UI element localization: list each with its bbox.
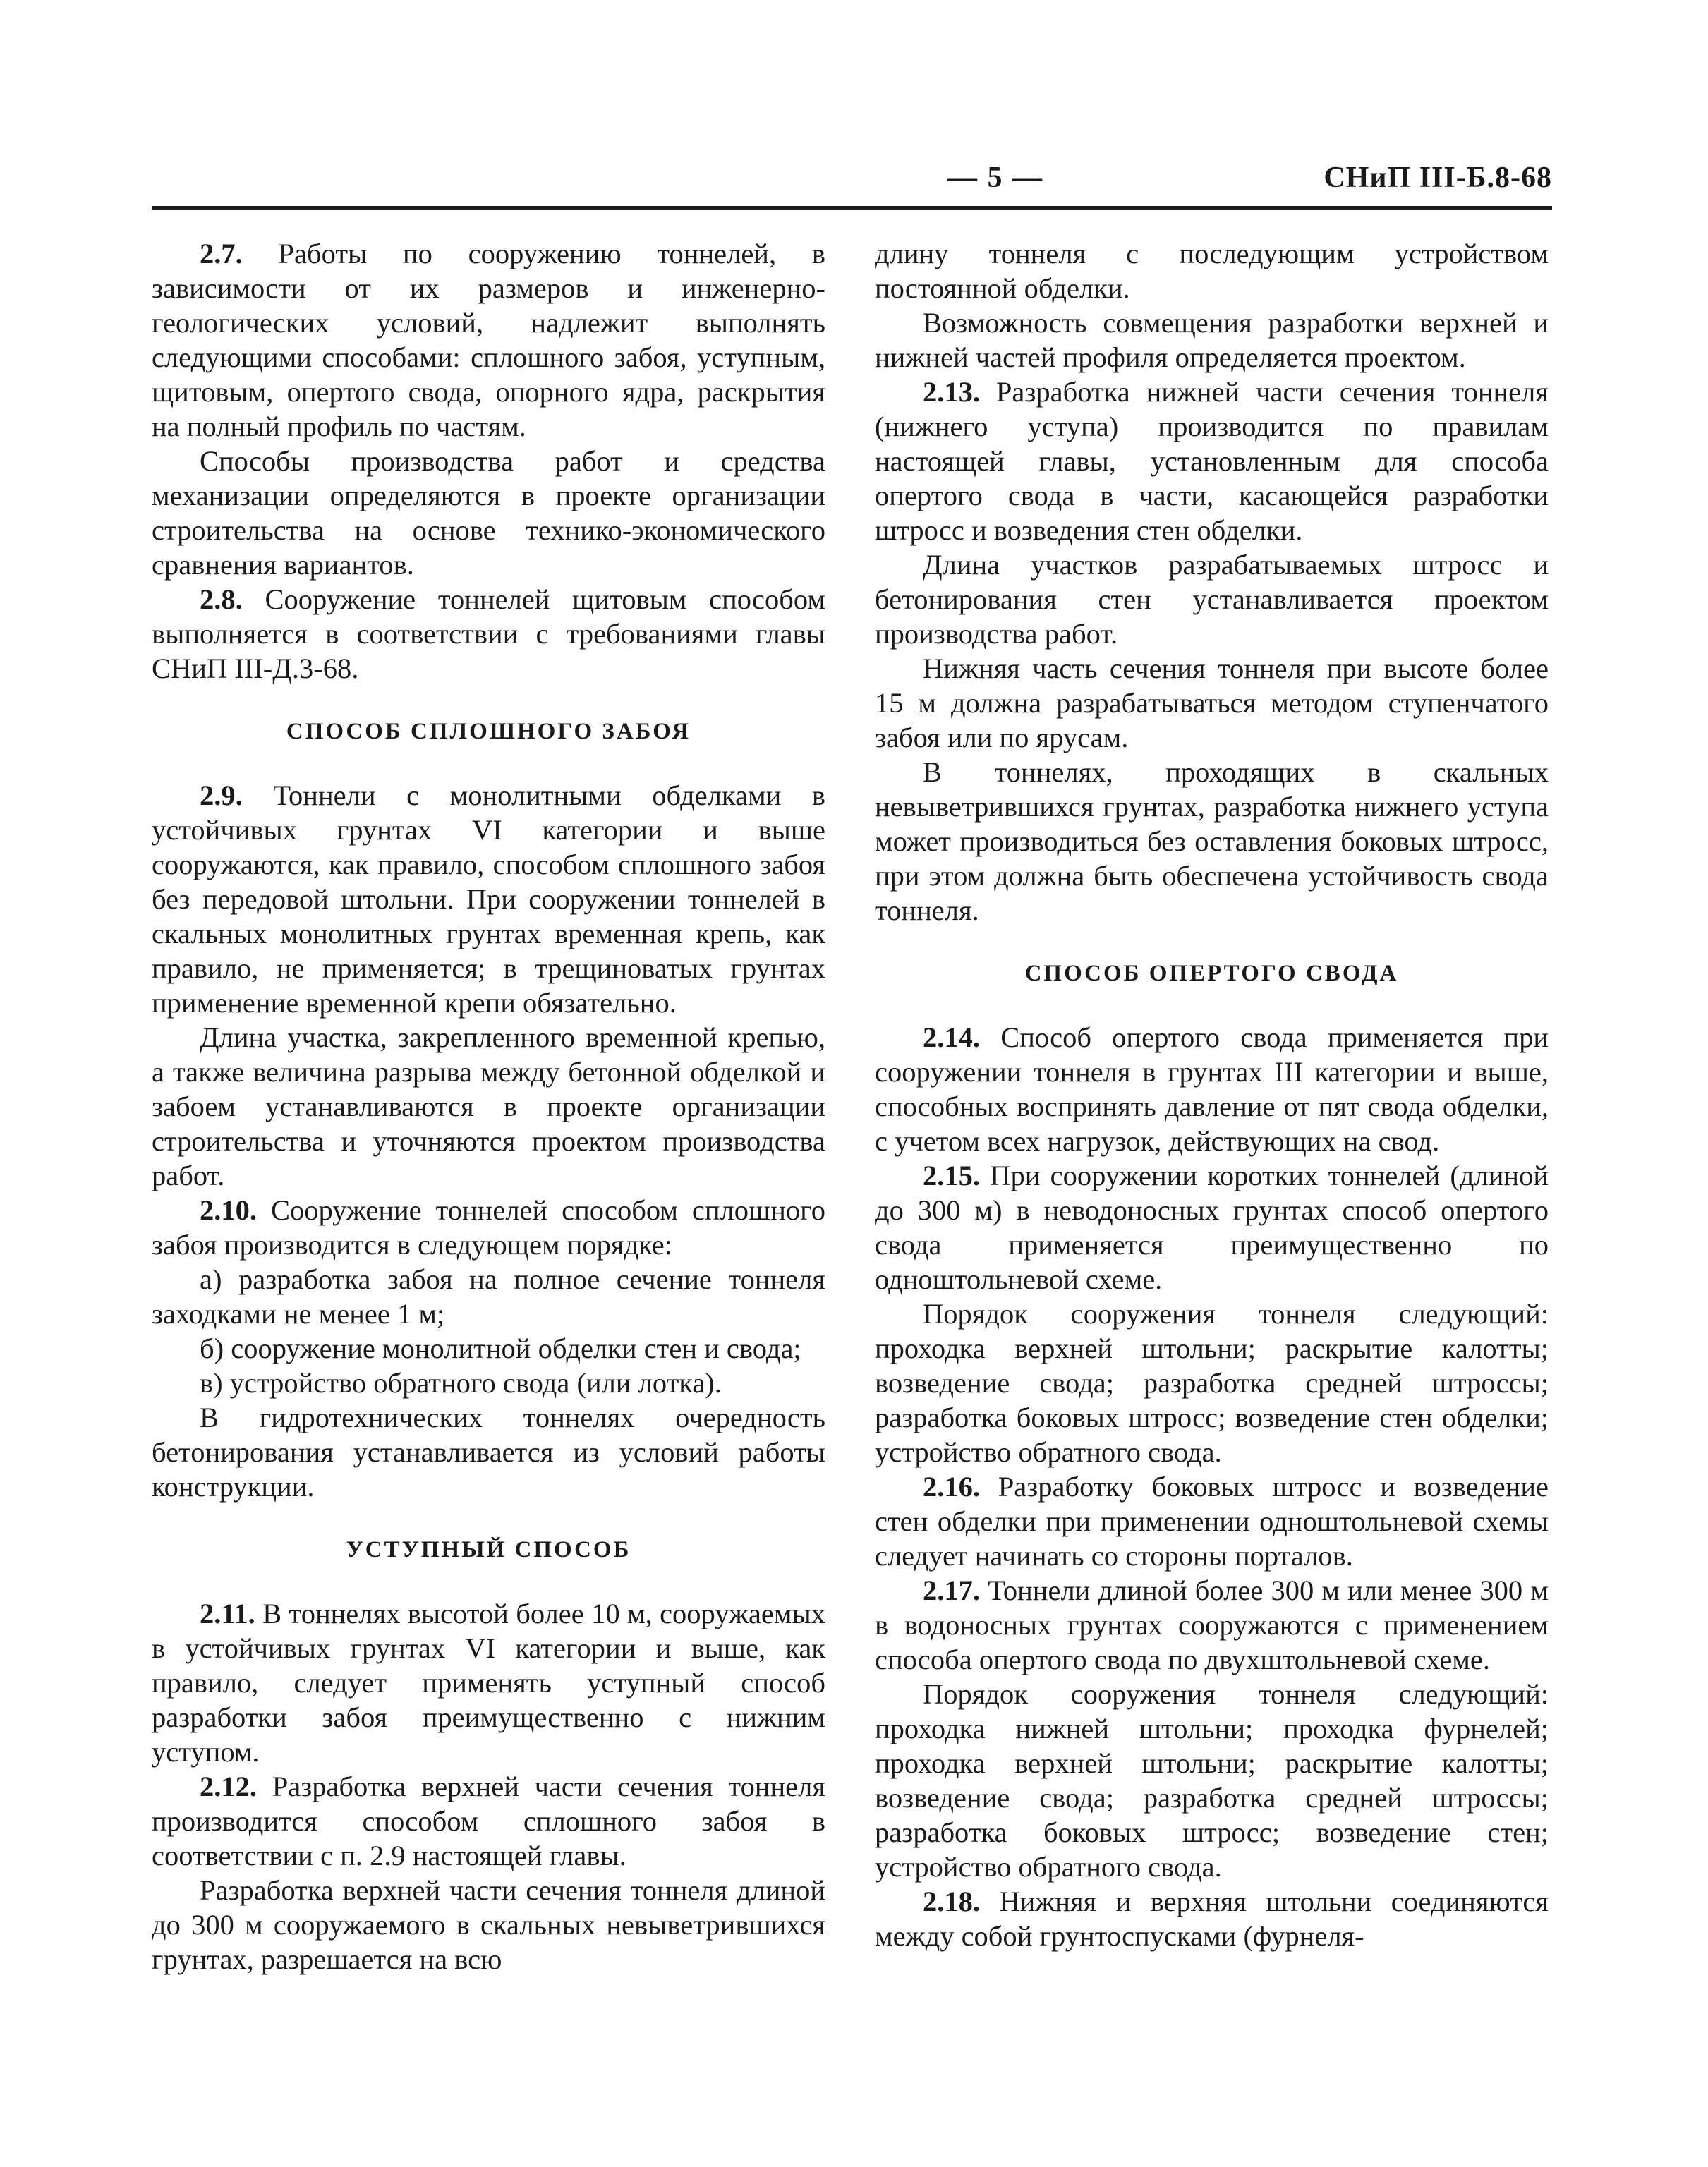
paragraph-text: Тоннели длиной более 300 м или менее 300 м в водоносных грунтах сооружаются с применением способа опертого свода по двухштольневой схеме. (875, 1574, 1549, 1675)
clause-number: 2.7. (200, 238, 243, 269)
clause-number: 2.10. (200, 1194, 257, 1226)
page-header (152, 161, 1552, 210)
section-heading-solid-face: СПОСОБ СПЛОШНОГО ЗАБОЯ (286, 719, 691, 744)
paragraph-text: При сооружении коротких тоннелей (длиной до 300 м) в неводоносных грунтах способ опертого свода применяется преимущественно по одноштольневой схеме. (875, 1160, 1549, 1295)
paragraph-2-14 (875, 1020, 1549, 1158)
paragraph: Разработка верхней части сечения тоннеля длиной до 300 м сооружаемого в скальных невыветрившихся грунтах, разрешается на всю (152, 1874, 825, 1975)
paragraph-2-8 (152, 582, 825, 686)
paragraph-text: Разработку боковых штросс и возведение стен обделки при применении одноштольневой схемы следует начинать со стороны порталов. (875, 1471, 1549, 1572)
paragraph-2-18 (875, 1884, 1549, 1953)
paragraph-text: Работы по сооружению тоннелей, в зависимости от их размеров и инженерно-геологических условий, надлежит выполнять следующими способами: сплошного забоя, уступным, щитовым, опертого свода, опорного ядра, раскрытия на полный профиль по частям. (152, 238, 825, 442)
clause-number: 2.12. (200, 1771, 257, 1802)
paragraph-text: Разработка верхней части сечения тоннеля производится способом сплошного забоя в соответствии с п. 2.9 настоящей главы. (152, 1771, 825, 1871)
paragraph: Способы производства работ и средства механизации определяются в проекте организации строительства на основе технико-экономического сравнения вариантов. (152, 445, 825, 581)
paragraph-2-10 (152, 1193, 825, 1262)
paragraph: Возможность совмещения разработки верхней и нижней частей профиля определяется проектом. (875, 307, 1549, 373)
clause-number: 2.16. (923, 1471, 980, 1503)
clause-number: 2.13. (923, 376, 980, 408)
document-code: СНиП III-Б.8-68 (1324, 162, 1552, 194)
paragraph-text: Сооружение тоннелей щитовым способом выполняется в соответствии с требованиями главы СНиП III-Д.3-68. (152, 583, 825, 684)
clause-number: 2.17. (923, 1574, 980, 1606)
section-heading-bench: УСТУПНЫЙ СПОСОБ (346, 1537, 631, 1562)
clause-number: 2.15. (923, 1160, 980, 1191)
paragraph-text: В тоннелях высотой более 10 м, сооружаемых в устойчивых грунтах VI категории и выше, как правило, следует применять уступный способ разработки забоя преимущественно с нижним уступом. (152, 1598, 825, 1768)
paragraph-2-15 (875, 1158, 1549, 1297)
paragraph: Длина участка, закрепленного временной крепью, а также величина разрыва между бетонной обделкой и забоем устанавливаются в проекте организации строительства и уточняются проектом производства работ. (152, 1021, 825, 1191)
paragraph-continuation: длину тоннеля с последующим устройством постоянной обделки. (875, 238, 1549, 304)
paragraph-text: Тоннели с монолитными обделками в устойчивых грунтах VI категории и выше сооружаются, как правило, способом сплошного забоя без передовой штольни. При сооружении тоннелей в скальных монолитных грунтах временная крепь, как правило, не применяется; в трещиноватых грунтах применение временной крепи обязательно. (152, 779, 825, 1019)
list-item-b: б) сооружение монолитной обделки стен и свода; (200, 1333, 801, 1364)
paragraph: Порядок сооружения тоннеля следующий: проходка верхней штольни; раскрытие калотты; возведение свода; разработка средней штроссы; разработка боковых штросс; возведение стен обделки; устройство обратного свода. (875, 1298, 1549, 1468)
paragraph-text: Нижняя и верхняя штольни соединяются между собой грунтоспусками (фурнеля- (875, 1886, 1549, 1952)
list-item-a: а) разработка забоя на полное сечение тоннеля заходками не менее 1 м; (152, 1263, 825, 1330)
paragraph-2-12 (152, 1769, 825, 1873)
paragraph-2-17 (875, 1573, 1549, 1677)
paragraph-2-9 (152, 778, 825, 1020)
paragraph-2-16 (875, 1469, 1549, 1573)
list-item-c: в) устройство обратного свода (или лотка). (200, 1367, 722, 1399)
paragraph: Длина участков разрабатываемых штросс и бетонирования стен устанавливается проектом производства работ. (875, 549, 1549, 650)
paragraph: Порядок сооружения тоннеля следующий: проходка нижней штольни; проходка фурнелей; проходка верхней штольни; раскрытие калотты; возведение свода; разработка средней штроссы; разработка боковых штросс; возведение стен; устройство обратного свода. (875, 1678, 1549, 1883)
clause-number: 2.14. (923, 1021, 980, 1053)
left-column (152, 236, 825, 1977)
paragraph-text: Сооружение тоннелей способом сплошного забоя производится в следующем порядке: (152, 1194, 825, 1261)
section-heading-supported-arch: СПОСОБ ОПЕРТОГО СВОДА (1024, 961, 1399, 986)
paragraph-2-7 (152, 236, 825, 444)
paragraph-text: Способ опертого свода применяется при сооружении тоннеля в грунтах III категории и выше, способных воспринять давление от пят свода обделки, с учетом всех нагрузок, действующих на свод. (875, 1021, 1549, 1157)
paragraph: Нижняя часть сечения тоннеля при высоте более 15 м должна разрабатываться методом ступенчатого забоя или по ярусам. (875, 652, 1549, 753)
header-rule (152, 206, 1552, 210)
page-number: — 5 — (947, 162, 1043, 194)
paragraph: В гидротехнических тоннелях очередность бетонирования устанавливается из условий работы конструкции. (152, 1402, 825, 1503)
paragraph-2-13 (875, 375, 1549, 547)
clause-number: 2.11. (200, 1598, 255, 1629)
clause-number: 2.18. (923, 1886, 980, 1917)
clause-number: 2.8. (200, 583, 243, 615)
right-column (875, 236, 1549, 1953)
clause-number: 2.9. (200, 779, 243, 811)
paragraph-2-11 (152, 1596, 825, 1769)
paragraph: В тоннелях, проходящих в скальных невыветрившихся грунтах, разработка нижнего уступа может производиться без оставления боковых штросс, при этом должна быть обеспечена устойчивость свода тоннеля. (875, 756, 1549, 926)
paragraph-text: Разработка нижней части сечения тоннеля (нижнего уступа) производится по правилам настоящей главы, установленным для способа опертого свода в части, касающейся разработки штросс и возведения стен обделки. (875, 376, 1549, 546)
